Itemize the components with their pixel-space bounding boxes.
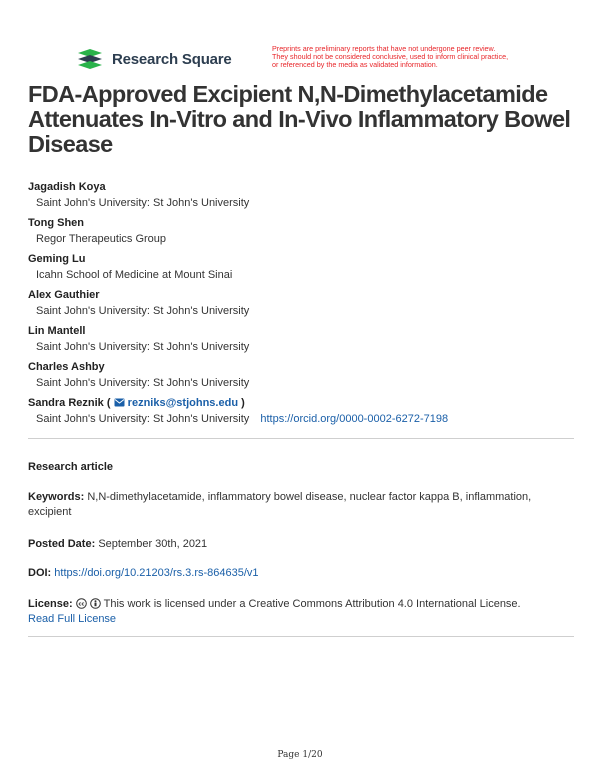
notice-line: or referenced by the media as validated information. (272, 60, 438, 69)
author-entry (28, 252, 588, 288)
license-text: This work is licensed under a Creative Commons Attribution 4.0 International License. (103, 598, 521, 610)
author-name (28, 396, 588, 410)
author-affiliation: Icahn School of Medicine at Mount Sinai (36, 269, 233, 281)
author-affiliation: Saint John's University: St John's University (36, 197, 250, 209)
author-entry (28, 216, 588, 252)
author-name: Jagadish Koya (28, 181, 106, 193)
corresponding-author-affiliation: Saint John's University: St John's University (36, 413, 250, 425)
attribution-icon (90, 598, 101, 609)
license (28, 597, 574, 627)
author-entry (28, 180, 588, 216)
read-full-license-link[interactable]: Read Full License (28, 613, 117, 625)
posted-date-label: Posted Date: (28, 538, 96, 550)
mail-icon (114, 398, 125, 407)
author-name: Charles Ashby (28, 361, 105, 373)
author-name: Alex Gauthier (28, 289, 100, 301)
close-paren: ) (241, 397, 245, 409)
brand-name: Research Square (112, 50, 232, 68)
research-square-logo-icon (76, 48, 106, 70)
author-list (28, 180, 588, 432)
corresponding-author-name: Sandra Reznik (28, 397, 104, 409)
article-type (28, 460, 574, 475)
license-label: License: (28, 598, 73, 610)
author-affiliation (28, 410, 588, 432)
corresponding-author-entry (28, 396, 588, 432)
creative-commons-icon (76, 598, 87, 609)
author-entry (28, 288, 588, 324)
notice-line: Preprints are preliminary reports that have not undergone peer review. (272, 44, 496, 53)
doi-link[interactable]: https://doi.org/10.21203/rs.3.rs-864635/v1 (54, 567, 259, 579)
author-affiliation: Saint John's University: St John's University (36, 305, 250, 317)
orcid-link[interactable]: https://orcid.org/0000-0002-6272-7198 (260, 413, 449, 425)
divider (28, 438, 574, 439)
author-affiliation: Saint John's University: St John's University (36, 341, 250, 353)
author-name: Tong Shen (28, 217, 85, 229)
author-name: Lin Mantell (28, 325, 86, 337)
author-entry (28, 360, 588, 396)
keywords (28, 490, 574, 520)
author-affiliation: Saint John's University: St John's University (36, 377, 250, 389)
author-name: Geming Lu (28, 253, 86, 265)
preprint-notice (272, 45, 532, 69)
paper-title: FDA-Approved Excipient N,N-Dimethylacetamide Attenuates In-Vitro and In-Vivo Inflammatory Bowel Disease (28, 81, 571, 157)
corresponding-author-email[interactable]: rezniks@stjohns.edu (127, 397, 239, 409)
keywords-value: N,N-dimethylacetamide, inflammatory bowel disease, nuclear factor kappa B, inflammation, excipient (28, 491, 532, 518)
doi-label: DOI: (28, 567, 52, 579)
doi (28, 566, 574, 581)
svg-text:cc: cc (78, 601, 85, 608)
author-entry (28, 324, 588, 360)
page-number: Page 1/20 (277, 750, 323, 760)
article-type-label: Research article (28, 461, 113, 473)
posted-date (28, 537, 574, 552)
page-header (0, 0, 600, 80)
keywords-label: Keywords: (28, 491, 85, 503)
open-paren: ( (106, 397, 111, 409)
divider (28, 636, 574, 637)
author-affiliation: Regor Therapeutics Group (36, 233, 167, 245)
research-square-logo[interactable] (76, 48, 232, 70)
posted-date-value: September 30th, 2021 (98, 538, 208, 550)
notice-line: They should not be considered conclusive, used to inform clinical practice, (272, 52, 509, 61)
